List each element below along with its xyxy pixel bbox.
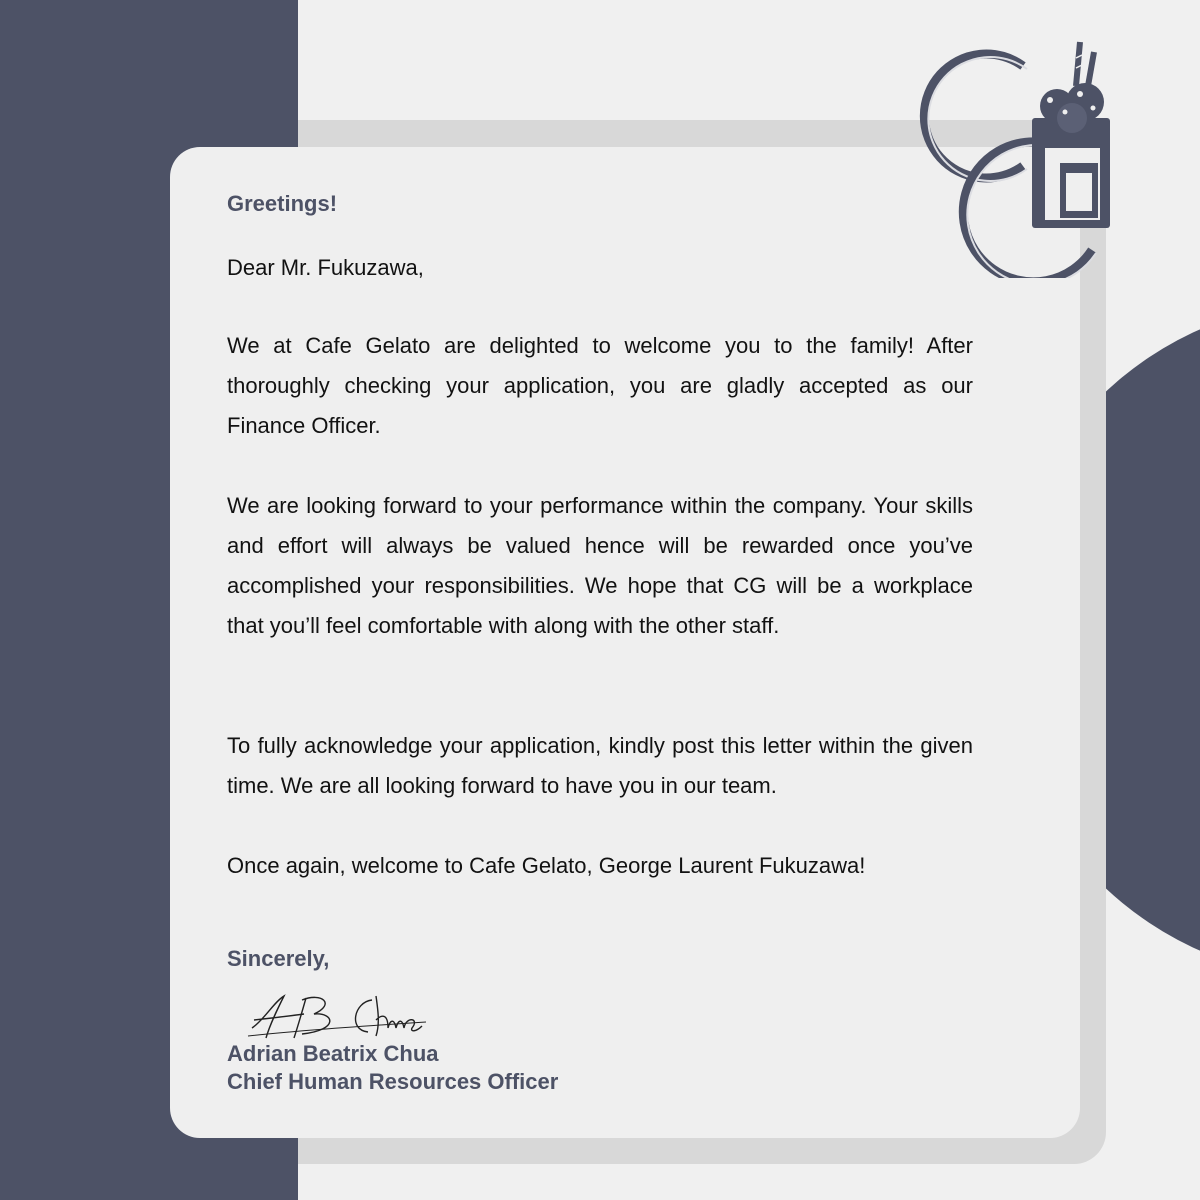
handwritten-signature (244, 990, 429, 1045)
paragraph-acknowledge: To fully acknowledge your application, kindly post this letter within the given time. We are all looking forward to have you in our team. (227, 733, 973, 798)
greeting: Greetings! (227, 191, 338, 216)
cafe-gelato-logo (900, 38, 1125, 278)
paragraph-welcome: We at Cafe Gelato are delighted to welcome you to the family! After thoroughly checking your application, you are gladly accepted as our Finance Officer. (227, 333, 973, 438)
salutation: Dear Mr. Fukuzawa, (227, 255, 424, 280)
signer-title: Chief Human Resources Officer (227, 1069, 559, 1094)
closing: Sincerely, (227, 946, 330, 971)
signer-name: Adrian Beatrix Chua (227, 1041, 439, 1066)
paragraph-expectations: We are looking forward to your performance within the company. Your skills and effort will always be valued hence will be rewarded once you’ve accomplished your responsibilities. We hope that CG will be a workplace that you’ll feel comfortable with along with the other staff. (227, 493, 973, 638)
paragraph-closing-welcome: Once again, welcome to Cafe Gelato, George Laurent Fukuzawa! (227, 853, 866, 878)
